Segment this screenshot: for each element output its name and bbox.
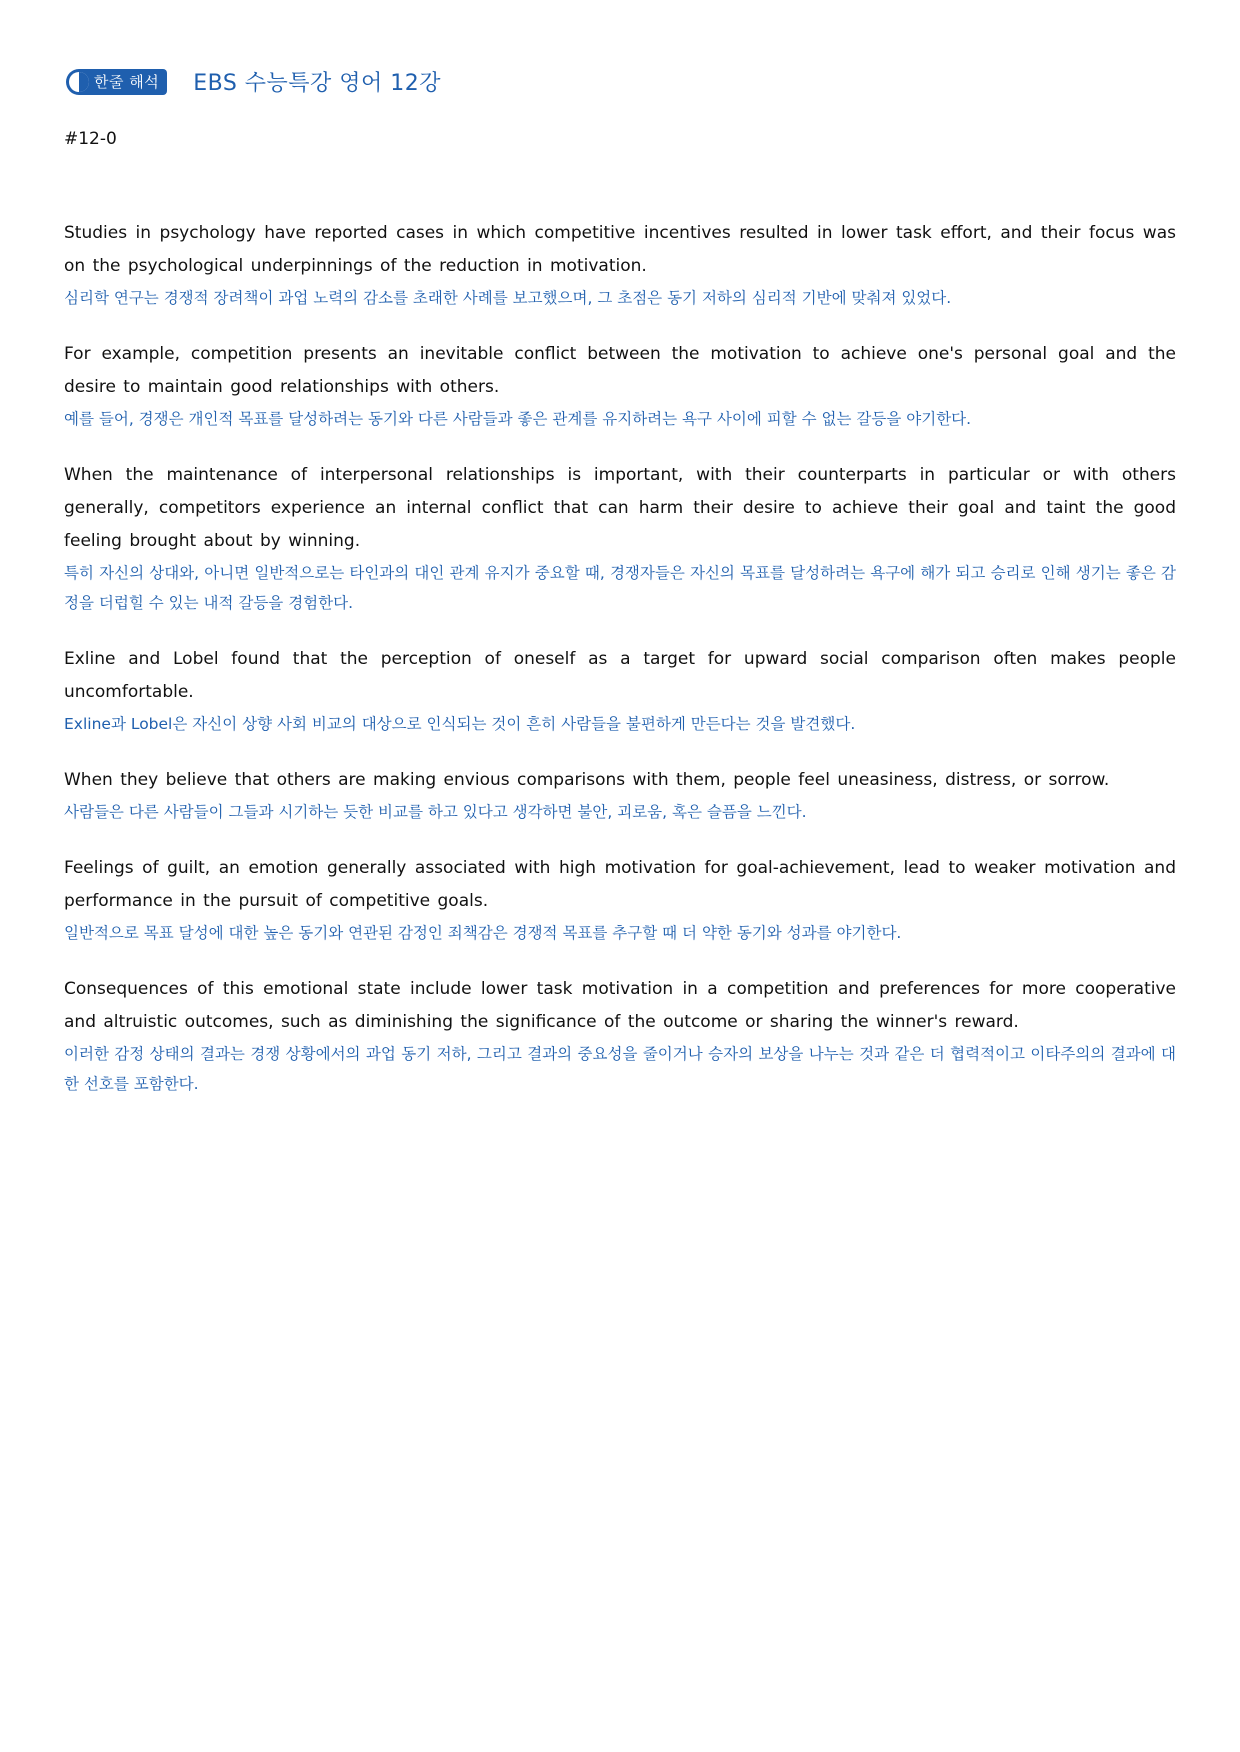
sentence-pair: [64, 643, 1176, 739]
document-title: EBS 수능특강 영어 12강: [193, 71, 442, 96]
korean-translation: 일반적으로 목표 달성에 대한 높은 동기와 연관된 감정인 죄책감은 경쟁적 목표를 추구할 때 더 약한 동기와 성과를 야기한다.: [64, 924, 902, 942]
sentence-pair: [64, 338, 1176, 434]
korean-translation: 예를 들어, 경쟁은 개인적 목표를 달성하려는 동기와 다른 사람들과 좋은 관계를 유지하려는 욕구 사이에 피할 수 없는 갈등을 야기한다.: [64, 410, 972, 428]
english-sentence: When they believe that others are making envious comparisons with them, people feel uneasiness, distress, or sorrow.: [64, 770, 1110, 790]
page-header: [66, 66, 441, 97]
half-circle-icon: [68, 71, 90, 93]
passage-id: #12-0: [64, 129, 117, 149]
korean-translation: Exline과 Lobel은 자신이 상향 사회 비교의 대상으로 인식되는 것이 흔히 사람들을 불편하게 만든다는 것을 발견했다.: [64, 715, 856, 733]
english-sentence: Consequences of this emotional state include lower task motivation in a competition and preferences for more cooperative and altruistic outcomes, such as diminishing the significance of the outcome or sharing the winner's reward.: [64, 979, 1176, 1032]
section-badge: [66, 69, 167, 95]
english-sentence: Feelings of guilt, an emotion generally associated with high motivation for goal-achievement, lead to weaker motivation and performance in the pursuit of competitive goals.: [64, 858, 1176, 911]
badge-label: 한줄 해석: [94, 73, 160, 91]
sentence-pair: [64, 764, 1176, 827]
sentence-pair: [64, 459, 1176, 618]
sentence-pair: [64, 852, 1176, 948]
english-sentence: Studies in psychology have reported cases in which competitive incentives resulted in lower task effort, and their focus was on the psychological underpinnings of the reduction in motivation.: [64, 223, 1176, 276]
english-sentence: For example, competition presents an inevitable conflict between the motivation to achieve one's personal goal and the desire to maintain good relationships with others.: [64, 344, 1176, 397]
english-sentence: When the maintenance of interpersonal relationships is important, with their counterparts in particular or with others generally, competitors experience an internal conflict that can harm their desire to achieve their goal and taint the good feeling brought about by winning.: [64, 465, 1176, 551]
korean-translation: 심리학 연구는 경쟁적 장려책이 과업 노력의 감소를 초래한 사례를 보고했으며, 그 초점은 동기 저하의 심리적 기반에 맞춰져 있었다.: [64, 289, 952, 307]
passage-body: [64, 217, 1176, 1124]
korean-translation: 사람들은 다른 사람들이 그들과 시기하는 듯한 비교를 하고 있다고 생각하면 불안, 괴로움, 혹은 슬픔을 느낀다.: [64, 803, 807, 821]
korean-translation: 특히 자신의 상대와, 아니면 일반적으로는 타인과의 대인 관계 유지가 중요할 때, 경쟁자들은 자신의 목표를 달성하려는 욕구에 해가 되고 승리로 인해 생기는 좋은 감정을 더럽힐 수 있는 내적 갈등을 경험한다.: [64, 564, 1176, 612]
korean-translation: 이러한 감정 상태의 결과는 경쟁 상황에서의 과업 동기 저하, 그리고 결과의 중요성을 줄이거나 승자의 보상을 나누는 것과 같은 더 협력적이고 이타주의의 결과에 대한 선호를 포함한다.: [64, 1045, 1176, 1093]
english-sentence: Exline and Lobel found that the perception of oneself as a target for upward social comparison often makes people uncomfortable.: [64, 649, 1176, 702]
sentence-pair: [64, 217, 1176, 313]
sentence-pair: [64, 973, 1176, 1099]
